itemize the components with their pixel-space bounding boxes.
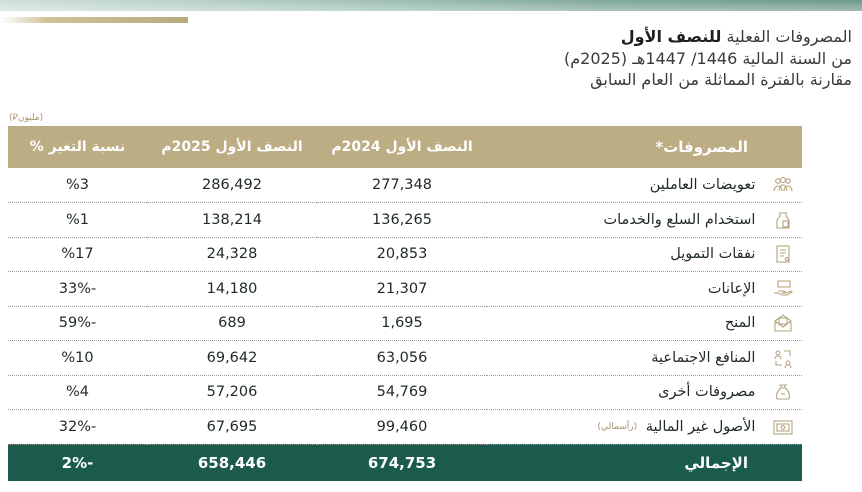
row-h1-2025: 286,492 xyxy=(147,168,317,203)
row-h1-2024: 63,056 xyxy=(317,341,487,376)
row-h1-2024: 136,265 xyxy=(317,203,487,238)
heading-line-3: مقارنة بالفترة المماثلة من العام السابق xyxy=(590,70,852,89)
row-name: استخدام السلع والخدمات xyxy=(603,211,756,228)
row-change: -33% xyxy=(8,272,147,307)
heading-line-2: من السنة المالية 1446/ 1447هـ (2025م) xyxy=(564,48,852,68)
header-expenditures: المصروفات* xyxy=(655,138,748,156)
total-change: -2% xyxy=(61,453,94,472)
table-row xyxy=(8,410,802,445)
unit-note: (مليون⃁) xyxy=(9,113,44,123)
heading-title-regular: المصروفات الفعلية xyxy=(726,27,852,46)
hand-icon xyxy=(772,278,794,300)
heading-line-1 xyxy=(564,26,852,48)
header-change: نسبة التغير % xyxy=(29,139,126,155)
table-row xyxy=(8,203,802,238)
table-row xyxy=(8,375,802,410)
row-change: %17 xyxy=(8,237,147,272)
page-heading xyxy=(564,26,852,91)
row-change: %10 xyxy=(8,341,147,376)
row-h1-2025: 14,180 xyxy=(147,272,317,307)
row-h1-2025: 689 xyxy=(147,306,317,341)
row-name-cell xyxy=(487,237,802,272)
row-h1-2025: 138,214 xyxy=(147,203,317,238)
row-name: الأصول غير المالية xyxy=(645,418,756,435)
total-row xyxy=(8,444,802,481)
header-h1-2025: النصف الأول 2025م xyxy=(161,139,303,155)
row-name-cell xyxy=(487,272,802,307)
row-h1-2024: 54,769 xyxy=(317,375,487,410)
row-change: %3 xyxy=(8,168,147,203)
row-change: %1 xyxy=(8,203,147,238)
box-icon xyxy=(772,209,794,231)
table-row xyxy=(8,341,802,376)
table-row xyxy=(8,306,802,341)
row-name-cell xyxy=(487,410,802,445)
header-h1-2024: النصف الأول 2024م xyxy=(331,139,473,155)
row-h1-2025: 57,206 xyxy=(147,375,317,410)
row-h1-2025: 69,642 xyxy=(147,341,317,376)
row-h1-2025: 67,695 xyxy=(147,410,317,445)
row-name-cell xyxy=(487,341,802,376)
total-name: الإجمالي xyxy=(684,453,748,472)
row-h1-2024: 1,695 xyxy=(317,306,487,341)
row-change: -32% xyxy=(8,410,147,445)
row-name-cell xyxy=(487,306,802,341)
social-icon xyxy=(772,347,794,369)
expenditure-table xyxy=(8,126,802,481)
row-h1-2025: 24,328 xyxy=(147,237,317,272)
asset-icon xyxy=(772,416,794,438)
people-icon xyxy=(772,174,794,196)
row-h1-2024: 20,853 xyxy=(317,237,487,272)
row-name-cell xyxy=(487,203,802,238)
row-name: المنافع الاجتماعية xyxy=(651,349,756,366)
row-name: الإعانات xyxy=(707,280,756,297)
row-name: تعويضات العاملين xyxy=(649,177,756,193)
row-change: -59% xyxy=(8,306,147,341)
row-name: المنح xyxy=(724,315,756,332)
table-row xyxy=(8,272,802,307)
row-h1-2024: 99,460 xyxy=(317,410,487,445)
row-name: مصروفات أخرى xyxy=(658,384,756,401)
row-name: نفقات التمويل xyxy=(670,246,756,263)
row-h1-2024: 277,348 xyxy=(317,168,487,203)
bag-icon xyxy=(772,381,794,403)
envelope-icon xyxy=(772,312,794,334)
row-change: %4 xyxy=(8,375,147,410)
total-h1-2024: 674,753 xyxy=(367,453,437,472)
row-name-cell xyxy=(487,375,802,410)
gold-accent-bar xyxy=(0,17,188,23)
row-h1-2024: 21,307 xyxy=(317,272,487,307)
row-name-cell xyxy=(487,168,802,203)
table-row xyxy=(8,237,802,272)
row-name-sub: (رأسمالي) xyxy=(597,421,638,432)
document-icon xyxy=(772,243,794,265)
heading-title-bold: للنصف الأول xyxy=(620,27,722,46)
top-banner-fade xyxy=(0,0,862,11)
total-h1-2025: 658,446 xyxy=(197,453,267,472)
table-row xyxy=(8,168,802,203)
table-header-row xyxy=(8,126,802,168)
